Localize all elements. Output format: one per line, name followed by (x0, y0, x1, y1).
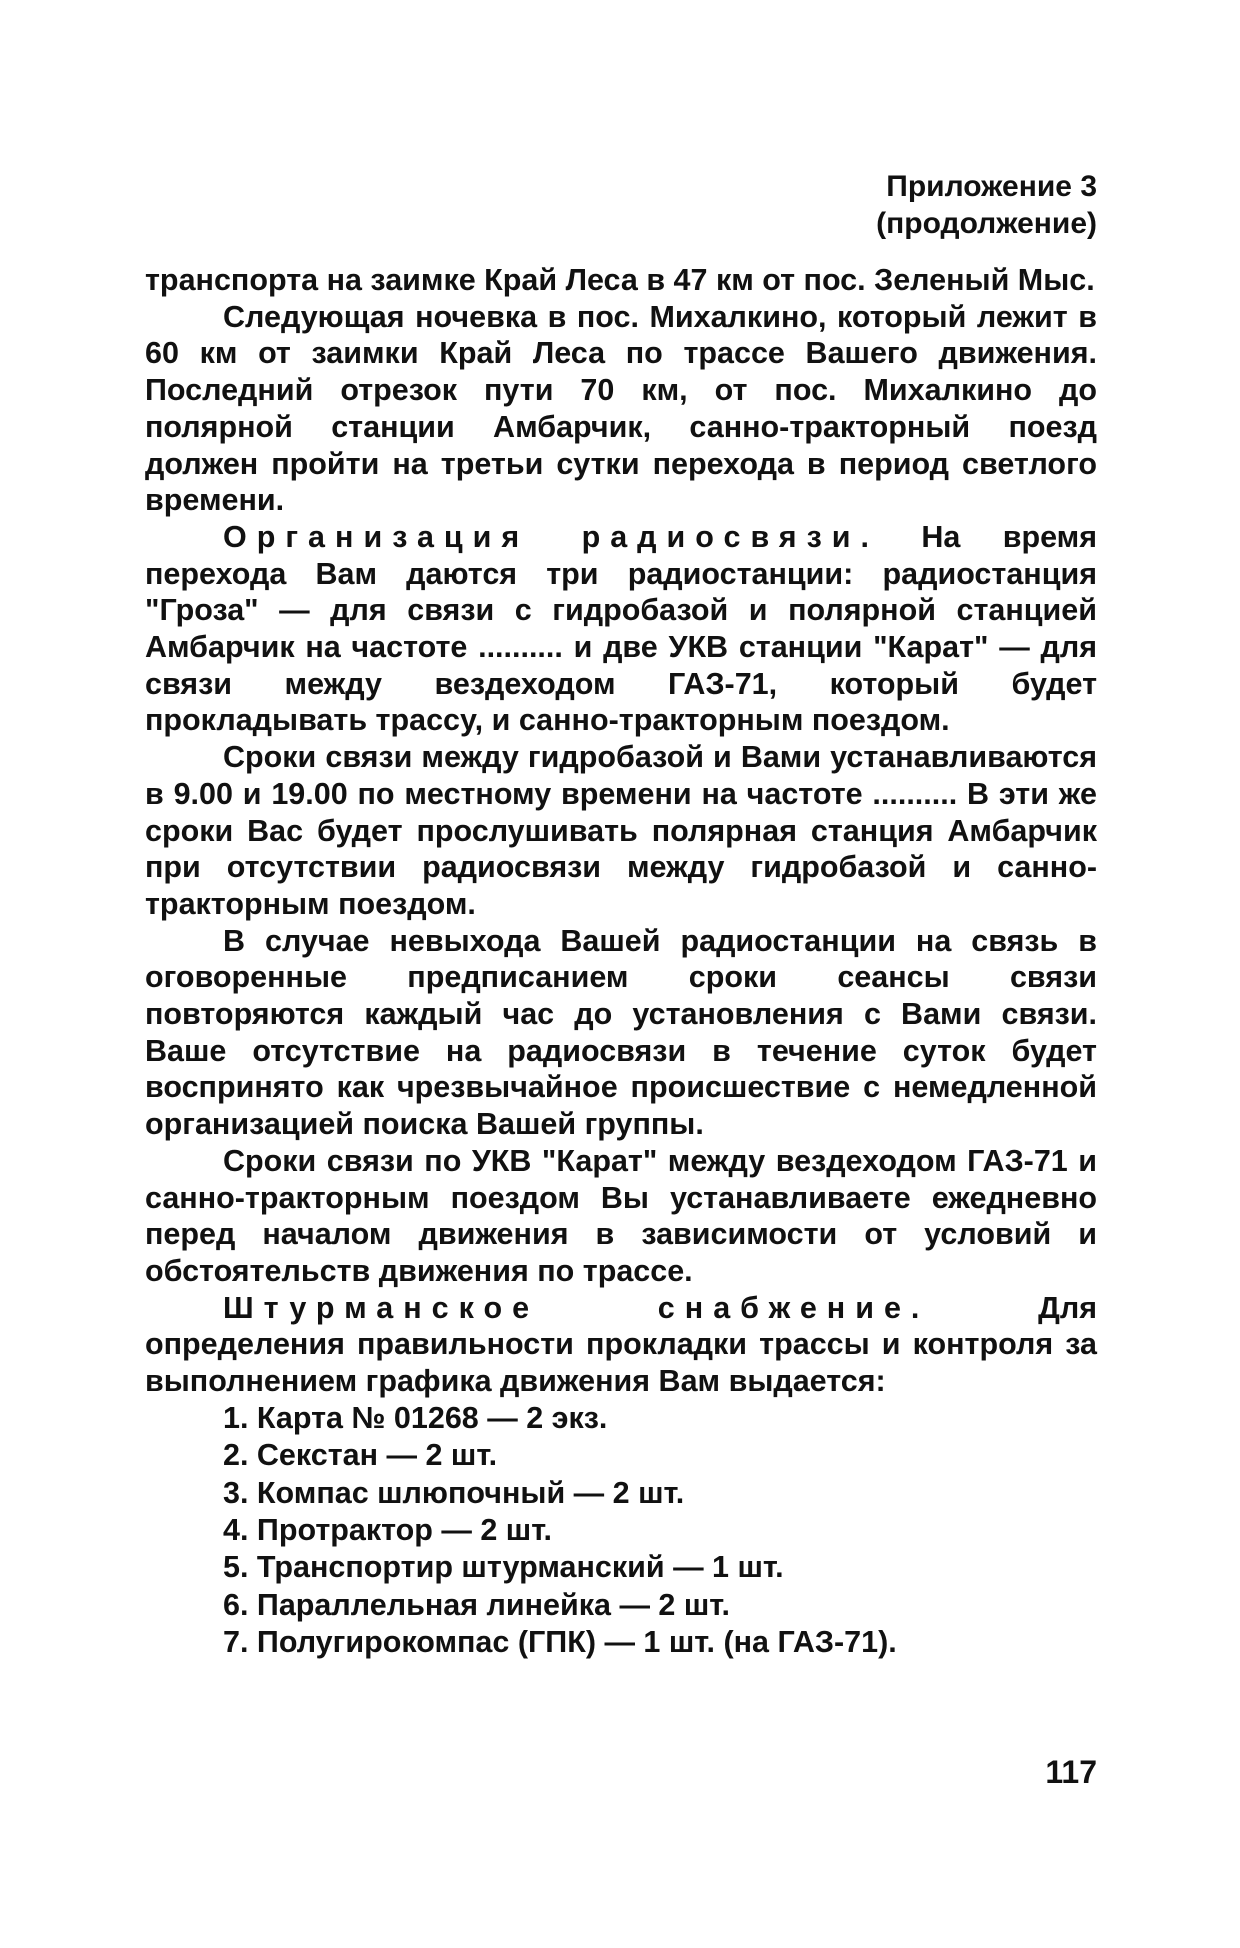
paragraph-overnight: Следующая ночевка в пос. Михалкино, который лежит в 60 км от заимки Край Леса по трассе Вашего движения. Последний отрезок пути 70 км, от пос. Михалкино до полярной станции Амбарчик, санно-тракторный поезд должен пройти на третьи сутки перехода в период светлого времени. (145, 299, 1097, 518)
page-body (145, 262, 1097, 1662)
appendix-continuation: (продолжение) (876, 207, 1097, 240)
paragraph-radio-text: На время перехода Вам даются три радиостанции: радиостанция "Гроза" — для связи с гидробазой и полярной станцией Амбарчик на частоте .......... и две УКВ станции "Карат" — для связи между вездеходом ГАЗ-71, который будет прокладывать трассу, и санно-тракторным поездом. (145, 519, 1097, 738)
paragraph-radio-schedule: Сроки связи между гидробазой и Вами устанавливаются в 9.00 и 19.00 по местному времени на частоте .......... В эти же сроки Вас будет прослушивать полярная станция Амбарчик при отсутствии радиосвязи между гидробазой и санно-тракторным поездом. (145, 740, 1097, 921)
list-item: 5. Транспортир штурманский — 1 шт. (223, 1550, 784, 1585)
appendix-header (876, 168, 1097, 242)
paragraph-ukv-schedule: Сроки связи по УКВ "Карат" между вездеходом ГАЗ-71 и санно-тракторным поездом Вы устанавливаете ежедневно перед началом движения в зависимости от условий и обстоятельств движения по трассе. (145, 1143, 1097, 1288)
list-item: 7. Полугирокомпас (ГПК) — 1 шт. (на ГАЗ-71). (223, 1625, 897, 1660)
list-item: 1. Карта № 01268 — 2 экз. (223, 1400, 608, 1435)
paragraph-navigation-supply (145, 1290, 1097, 1400)
list-item: 2. Секстан — 2 шт. (223, 1438, 498, 1473)
page-number: 117 (1045, 1754, 1097, 1790)
list-item: 4. Протрактор — 2 шт. (223, 1513, 552, 1548)
list-item: 6. Параллельная линейка — 2 шт. (223, 1587, 731, 1622)
supply-list (145, 1400, 1097, 1662)
paragraph-missed-contact: В случае невыхода Вашей радиостанции на связь в оговоренные предписанием сроки сеансы связи повторяются каждый час до установления с Вами связи. Ваше отсутствие на радиосвязи в течение суток будет воспринято как чрезвычайное происшествие с немедленной организацией поиска Вашей группы. (145, 923, 1097, 1142)
section-heading-radio: Организация радиосвязи. (223, 519, 879, 554)
section-heading-navigation: Штурманское снабжение. (223, 1290, 930, 1325)
paragraph-transport: транспорта на заимке Край Леса в 47 км от пос. Зеленый Мыс. (145, 263, 1095, 297)
paragraph-navigation-text: Для определения правильности прокладки трассы и контроля за выполнением графика движения Вам выдается: (145, 1290, 1097, 1399)
list-item: 3. Компас шлюпочный — 2 шт. (223, 1475, 685, 1510)
paragraph-radio-organization (145, 519, 1097, 739)
appendix-title: Приложение 3 (886, 170, 1097, 203)
